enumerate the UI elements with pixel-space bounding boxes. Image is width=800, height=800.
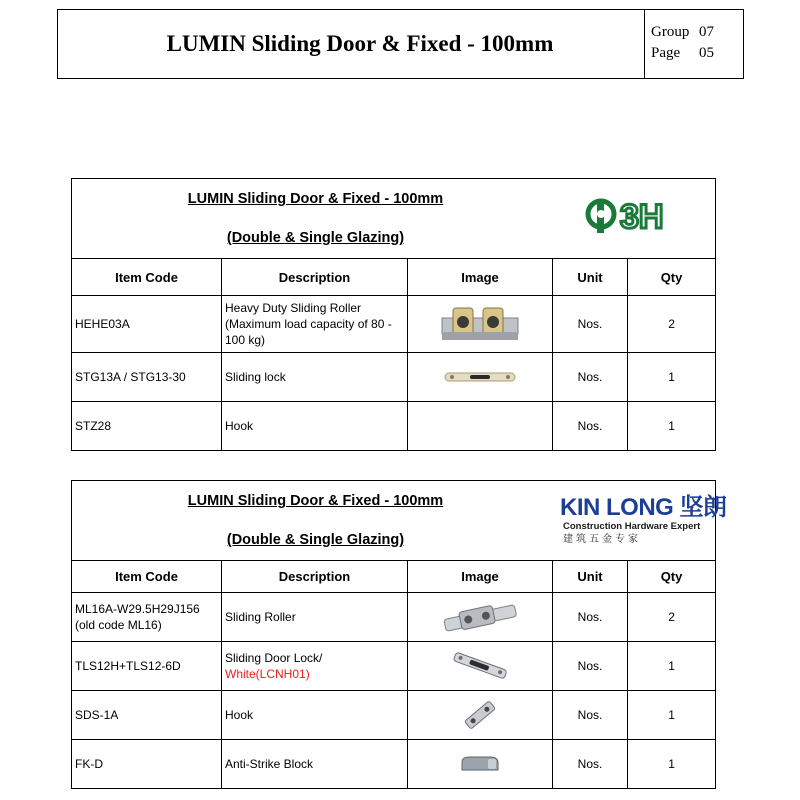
item-qty: 1 — [628, 353, 716, 402]
item-description-line1: Sliding Door Lock/ — [225, 651, 323, 665]
col-item-code: Item Code — [72, 259, 222, 296]
col-unit: Unit — [553, 259, 628, 296]
lock-image — [444, 370, 516, 384]
table-subtitle: (Double & Single Glazing) — [226, 532, 405, 548]
item-unit: Nos. — [553, 740, 628, 789]
page-header — [57, 9, 744, 79]
col-description: Description — [222, 561, 408, 593]
col-image: Image — [408, 259, 553, 296]
lock-image — [449, 647, 511, 685]
table-subtitle: (Double & Single Glazing) — [226, 230, 405, 246]
logo-3h-text: 3H — [620, 198, 664, 233]
table-title-cell — [72, 179, 716, 259]
item-image-cell — [408, 353, 553, 402]
item-code: SDS-1A — [72, 691, 222, 740]
col-qty: Qty — [628, 259, 716, 296]
item-description: Hook — [222, 402, 408, 451]
item-code-line1: ML16A-W29.5H29J156 — [75, 602, 200, 616]
col-image: Image — [408, 561, 553, 593]
item-unit: Nos. — [553, 593, 628, 642]
table-row — [72, 691, 716, 740]
table-row — [72, 402, 716, 451]
item-unit: Nos. — [553, 296, 628, 353]
item-image-cell — [408, 642, 553, 691]
brand-logo-3h — [584, 195, 690, 233]
brand-logo-kinlong — [560, 494, 727, 546]
item-description: Heavy Duty Sliding Roller (Maximum load capacity of 80 - 100 kg) — [222, 296, 408, 353]
table-title-cell — [72, 481, 727, 561]
group-label: Group — [651, 24, 690, 40]
item-image-cell — [408, 691, 553, 740]
item-code-line2: (old code ML16) — [75, 618, 162, 632]
item-code — [72, 593, 222, 642]
page-label: Page — [651, 45, 681, 61]
col-unit: Unit — [553, 561, 628, 593]
item-qty: 1 — [628, 691, 716, 740]
item-code: STZ28 — [72, 402, 222, 451]
item-unit: Nos. — [553, 691, 628, 740]
logo-kinlong-sub: Construction Hardware Expert — [563, 521, 701, 532]
table-title: LUMIN Sliding Door & Fixed - 100mm — [187, 191, 444, 207]
item-code: TLS12H+TLS12-6D — [72, 642, 222, 691]
page-value: 05 — [699, 45, 714, 61]
item-qty: 1 — [628, 402, 716, 451]
item-qty: 2 — [628, 593, 716, 642]
logo-kinlong-text: KIN LONG 坚朗 — [560, 494, 727, 521]
block-image — [458, 754, 502, 774]
logo-kinlong-sub2: 建筑五金专家 — [563, 534, 641, 545]
roller-image — [440, 600, 520, 634]
page-title: LUMIN Sliding Door & Fixed - 100mm — [166, 31, 554, 56]
item-unit: Nos. — [553, 402, 628, 451]
product-table-kinlong — [71, 480, 727, 789]
item-code: HEHE03A — [72, 296, 222, 353]
item-description-line2: White(LCNH01) — [225, 667, 310, 681]
item-image-cell — [408, 593, 553, 642]
item-qty: 2 — [628, 296, 716, 353]
item-qty: 1 — [628, 740, 716, 789]
table-header-row — [72, 259, 716, 296]
item-code: FK-D — [72, 740, 222, 789]
item-qty: 1 — [628, 642, 716, 691]
roller-image — [441, 304, 519, 344]
item-description: Sliding lock — [222, 353, 408, 402]
item-description: Hook — [222, 691, 408, 740]
col-item-code: Item Code — [72, 561, 222, 593]
item-image-cell — [408, 402, 553, 451]
col-description: Description — [222, 259, 408, 296]
hook-image — [460, 697, 500, 733]
table-row — [72, 642, 716, 691]
item-unit: Nos. — [553, 642, 628, 691]
table-header-row — [72, 561, 716, 593]
item-image-cell — [408, 296, 553, 353]
table-row — [72, 353, 716, 402]
group-value: 07 — [699, 24, 714, 40]
product-table-3h — [71, 178, 716, 451]
page-meta — [644, 10, 743, 78]
item-description: Anti-Strike Block — [222, 740, 408, 789]
table-title: LUMIN Sliding Door & Fixed - 100mm — [187, 493, 444, 509]
item-description: Sliding Roller — [222, 593, 408, 642]
item-description — [222, 642, 408, 691]
item-code: STG13A / STG13-30 — [72, 353, 222, 402]
item-unit: Nos. — [553, 353, 628, 402]
item-image-cell — [408, 740, 553, 789]
table-row — [72, 593, 716, 642]
col-qty: Qty — [628, 561, 716, 593]
table-row — [72, 740, 716, 789]
table-row — [72, 296, 716, 353]
